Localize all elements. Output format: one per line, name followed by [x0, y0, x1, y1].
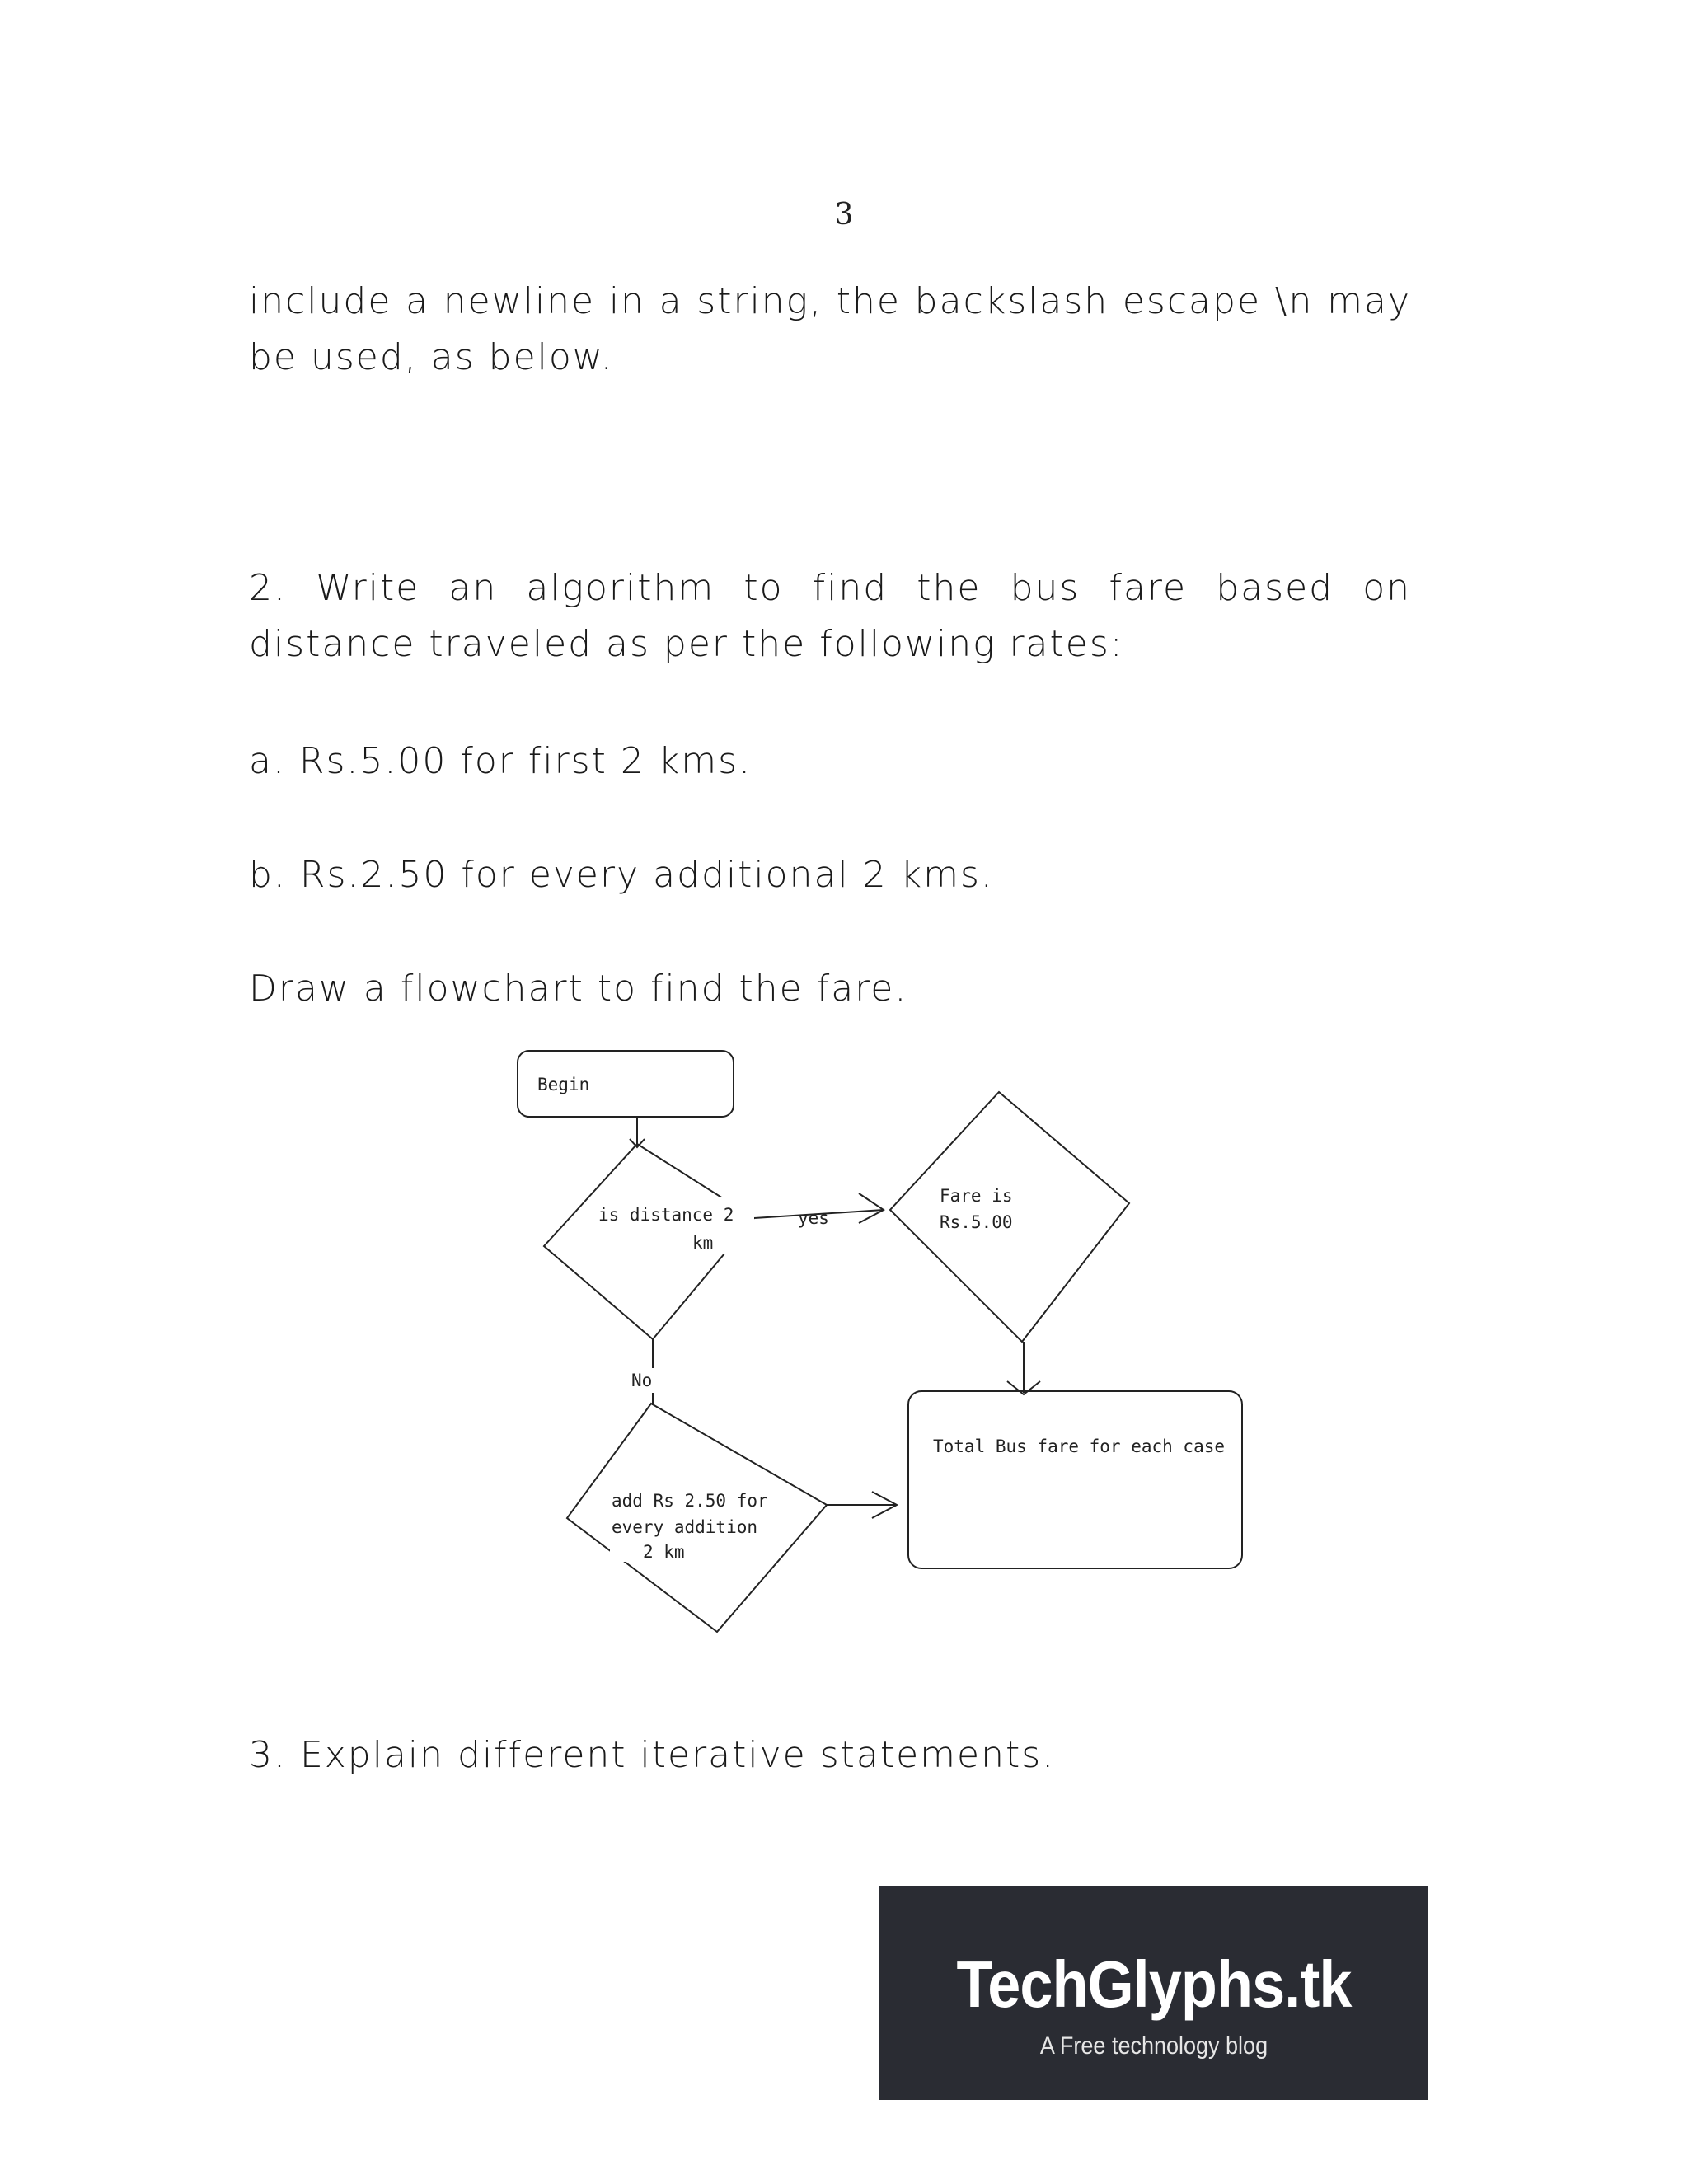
page-number: 3 [834, 198, 854, 232]
add-label-line1: add Rs 2.50 for [612, 1491, 768, 1511]
logo-subtitle: A Free technology blog [1039, 2032, 1268, 2060]
add-label-line2: every addition [612, 1517, 758, 1537]
add-label-line3: 2 km [643, 1542, 685, 1562]
decision-label-line1: is distance 2 [598, 1205, 734, 1225]
yes-label: yes [798, 1208, 829, 1228]
question-3: 3. Explain different iterative statements. [249, 1734, 1056, 1776]
begin-label: Begin [537, 1075, 590, 1094]
total-fare-box [908, 1391, 1242, 1568]
fare-label-line2: Rs.5.00 [940, 1212, 1013, 1232]
flowchart-instruction: Draw a flowchart to find the fare. [249, 968, 908, 1010]
decision-label-line2: km [692, 1233, 714, 1253]
logo-title: TechGlyphs.tk [956, 1947, 1352, 2021]
techglyphs-logo [879, 1886, 1428, 2100]
total-label: Total Bus fare for each case [933, 1436, 1226, 1456]
fare-label-line1: Fare is [940, 1186, 1013, 1206]
intro-paragraph: include a newline in a string, the backslash escape \n may be used, as below. [249, 280, 1411, 378]
rate-a: a. Rs.5.00 for first 2 kms. [249, 740, 753, 782]
rate-b: b. Rs.2.50 for every additional 2 kms. [249, 854, 994, 896]
question-2-prompt: 2. Write an algorithm to find the bus fare based on distance traveled as per the following rates: [249, 567, 1411, 665]
no-label: No [631, 1371, 653, 1390]
